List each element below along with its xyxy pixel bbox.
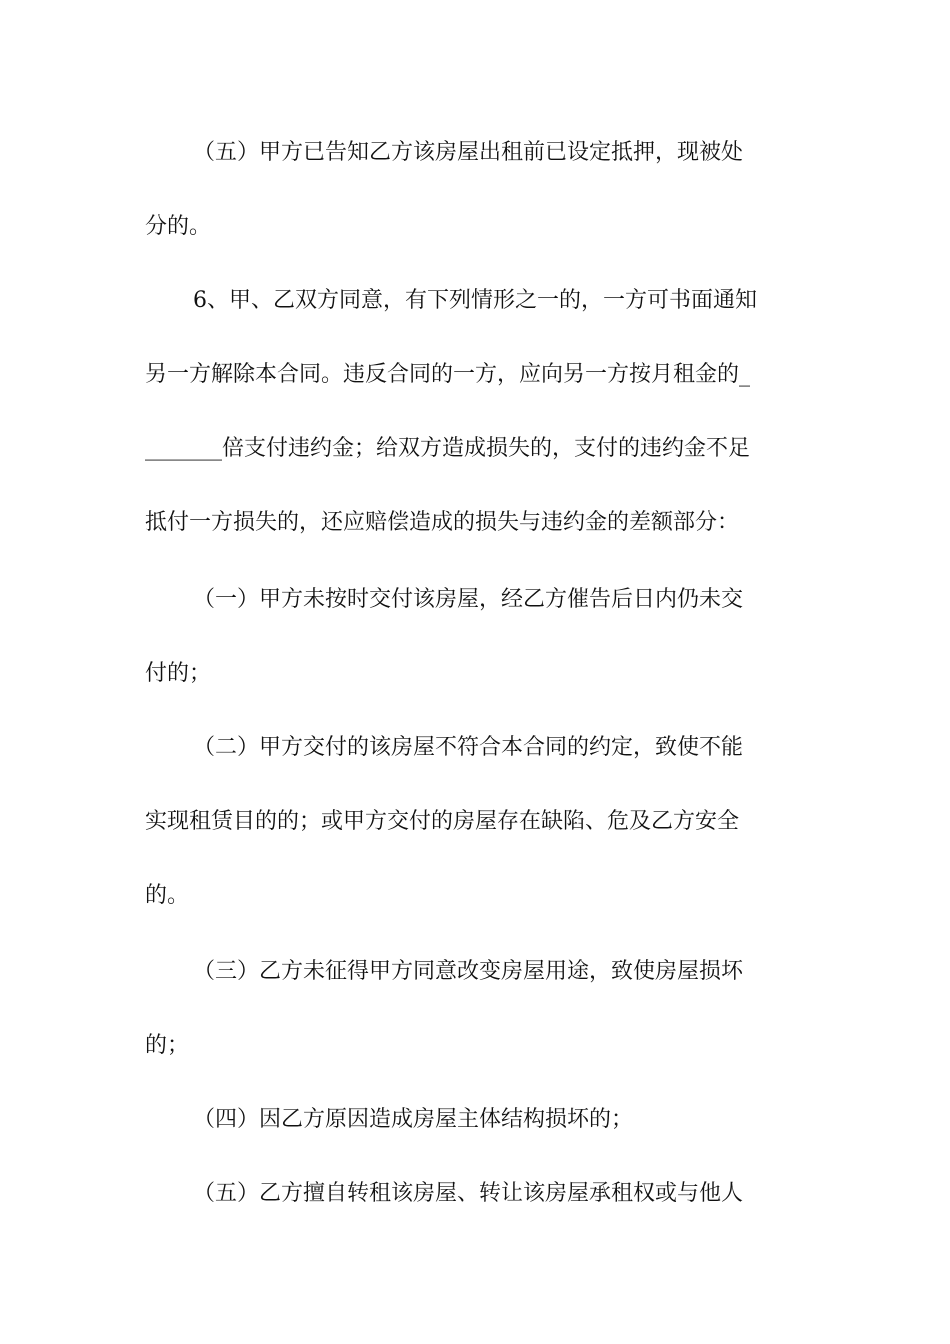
paragraph-line: （五）乙方擅自转租该房屋、转让该房屋承租权或与他人: [193, 1181, 744, 1206]
paragraph-line: 实现租赁目的的；或甲方交付的房屋存在缺陷、危及乙方安全: [145, 809, 740, 834]
paragraph-line: （四）因乙方原因造成房屋主体结构损坏的；: [193, 1107, 634, 1132]
paragraph-line: 的。: [145, 883, 190, 908]
paragraph-line: 付的；: [145, 661, 212, 686]
paragraph-line: （二）甲方交付的该房屋不符合本合同的约定，致使不能: [193, 735, 744, 760]
paragraph-line: 另一方解除本合同。违反合同的一方，应向另一方按月租金的_: [145, 362, 751, 387]
paragraph-line: 抵付一方损失的，还应赔偿造成的损失与违约金的差额部分：: [145, 510, 740, 535]
paragraph-line: 的；: [145, 1033, 190, 1058]
paragraph-line: 6、甲、乙双方同意，有下列情形之一的，一方可书面通知: [193, 288, 757, 313]
paragraph-line: 分的。: [145, 214, 212, 239]
paragraph-line: _______倍支付违约金；给双方造成损失的，支付的违约金不足: [145, 436, 751, 461]
paragraph-line: （一）甲方未按时交付该房屋，经乙方催告后日内仍未交: [193, 587, 744, 612]
paragraph-line: （三）乙方未征得甲方同意改变房屋用途，致使房屋损坏: [193, 959, 744, 984]
paragraph-line: （五）甲方已告知乙方该房屋出租前已设定抵押，现被处: [193, 140, 744, 165]
